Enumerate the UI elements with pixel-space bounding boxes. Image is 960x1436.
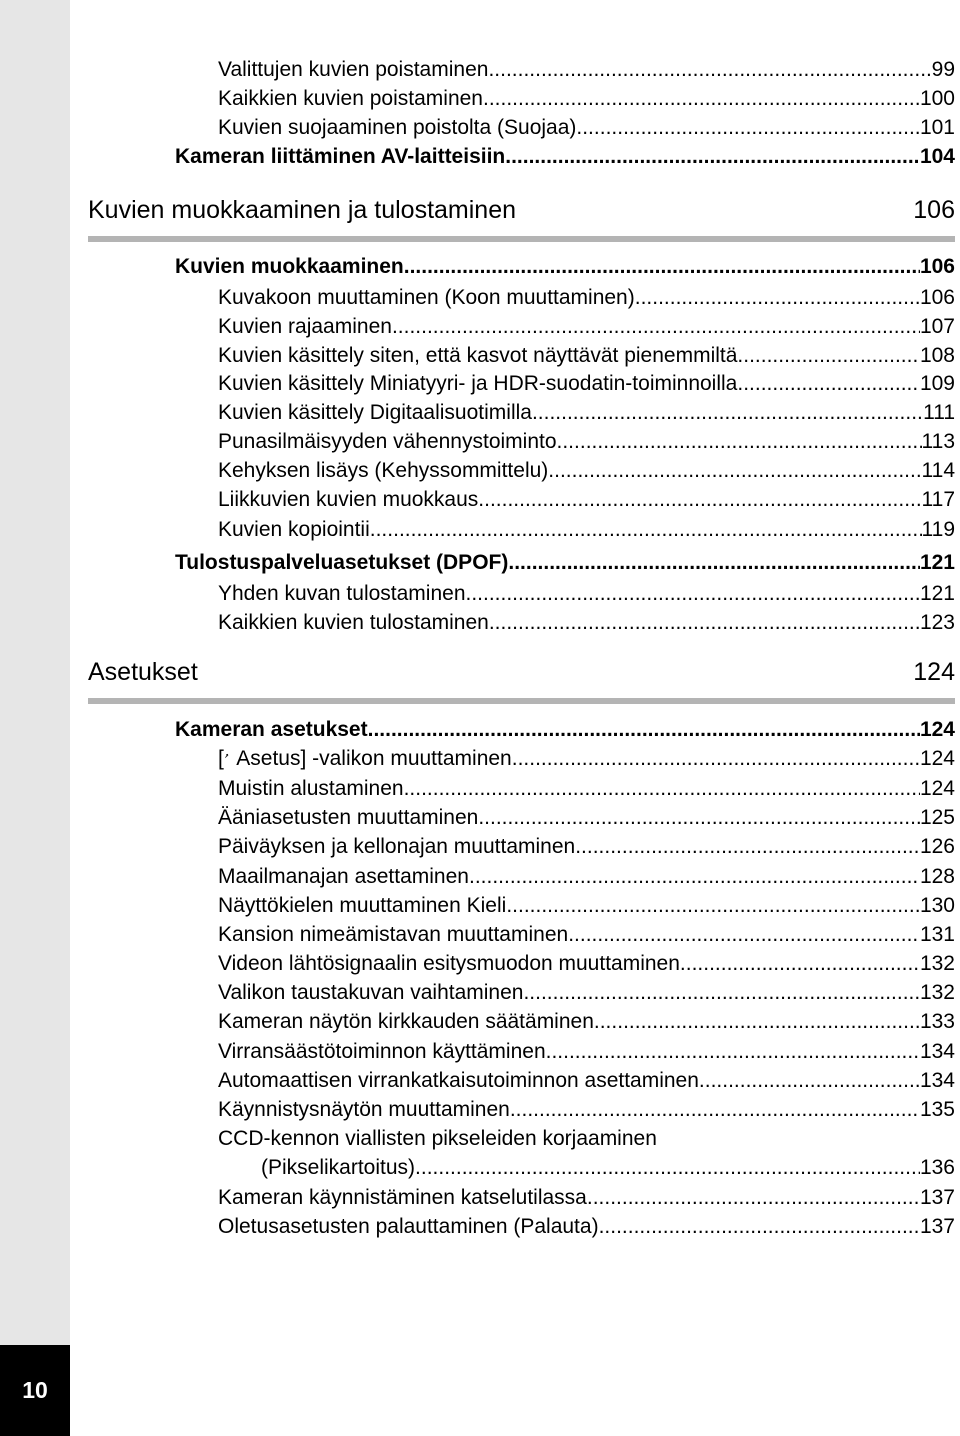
toc-entry-page: 130 [919, 894, 955, 917]
toc-entry[interactable] [218, 342, 955, 370]
toc-leader-dots [532, 399, 923, 427]
toc-leader-dots [594, 1008, 920, 1036]
toc-entry-title: Päiväyksen ja kellonajan muuttaminen [218, 835, 576, 858]
chapter-divider [88, 236, 955, 242]
toc-entry[interactable] [218, 1096, 955, 1124]
chapter-page: 124 [913, 658, 955, 686]
toc-entry[interactable] [218, 950, 955, 978]
chapter-page: 106 [913, 196, 955, 224]
toc-entry-page: 119 [921, 518, 955, 541]
toc-leader-dots [370, 516, 922, 544]
toc-entry-page: 121 [919, 551, 955, 574]
toc-leader-dots [737, 342, 920, 370]
toc-leader-dots [548, 457, 921, 485]
toc-entry-title: Valikon taustakuvan vaihtaminen [218, 981, 524, 1004]
toc-entry-title: Näyttökielen muuttaminen Kieli [218, 894, 507, 917]
toc-leader-dots [506, 892, 920, 920]
toc-entry-page: 104 [919, 145, 955, 168]
page-number: 10 [22, 1377, 48, 1403]
chapter-heading[interactable] [88, 656, 955, 688]
toc-entry-title: Kuvien käsittely Miniatyyri- ja HDR-suodatin-toiminnoilla [218, 372, 738, 395]
toc-entry-page: 121 [919, 582, 955, 605]
chapter-title: Kuvien muokkaaminen ja tulostaminen [88, 196, 517, 224]
toc-leader-dots [699, 1067, 920, 1095]
toc-entry-page: 134 [919, 1069, 955, 1092]
toc-section[interactable] [175, 143, 955, 171]
toc-entry[interactable] [218, 399, 955, 427]
toc-entry-title: Liikkuvien kuvien muokkaus [218, 488, 479, 511]
toc-entry[interactable] [218, 833, 955, 861]
toc-entry-page: 100 [919, 87, 955, 110]
toc-entry-title: Kameran liittäminen AV-laitteisiin [175, 145, 506, 168]
toc-leader-dots [368, 716, 920, 744]
toc-entry[interactable] [218, 1067, 955, 1095]
toc-entry-first-line[interactable] [218, 1125, 955, 1153]
toc-leader-dots [392, 313, 920, 341]
chapter-heading[interactable] [88, 194, 955, 226]
toc-entry-title: Kameran asetukset [175, 718, 368, 741]
toc-leader-dots [635, 284, 920, 312]
toc-leader-dots [478, 804, 920, 832]
toc-entry-title-continued: (Pikselikartoitus) [261, 1156, 416, 1179]
toc-entry-title: Oletusasetusten palauttaminen (Palauta) [218, 1215, 599, 1238]
toc-entry-title-suffix: Asetus] -valikon muuttaminen [231, 747, 512, 770]
toc-entry-page: 124 [919, 777, 955, 800]
toc-leader-dots [508, 549, 920, 577]
toc-entry-title: Kuvien kopiointii [218, 518, 370, 541]
toc-entry[interactable] [218, 428, 955, 456]
toc-leader-dots [568, 921, 920, 949]
toc-entry[interactable] [218, 1008, 955, 1036]
toc-leader-dots [488, 56, 931, 84]
toc-entry-title: CCD-kennon viallisten pikseleiden korjaaminen [218, 1127, 657, 1150]
toc-entry[interactable] [218, 804, 955, 832]
toc-entry-title: Kaikkien kuvien tulostaminen [218, 611, 489, 634]
toc-leader-dots [737, 370, 920, 398]
toc-entry-page: 132 [919, 952, 955, 975]
toc-entry-title: Kansion nimeämistavan muuttaminen [218, 923, 569, 946]
toc-entry-title: Automaattisen virrankatkaisutoiminnon asettaminen [218, 1069, 699, 1092]
toc-entry-title: Tulostuspalveluasetukset (DPOF) [175, 551, 509, 574]
toc-leader-dots [489, 609, 920, 637]
side-tab [0, 0, 70, 1436]
toc-entry-page: 124 [919, 747, 955, 770]
toc-entry-page: 114 [921, 459, 955, 482]
toc-leader-dots [404, 253, 920, 281]
toc-leader-dots [557, 428, 922, 456]
toc-entry-page: 128 [919, 865, 955, 888]
toc-section[interactable] [175, 253, 955, 281]
toc-entry-page: 126 [919, 835, 955, 858]
toc-entry-page: 107 [919, 315, 955, 338]
toc-entry[interactable] [218, 85, 955, 113]
toc-leader-dots [575, 833, 920, 861]
toc-entry-page: 125 [919, 806, 955, 829]
toc-entry-title: Kuvien käsittely siten, että kasvot näyttävät pienemmiltä [218, 344, 738, 367]
toc-entry-page: 134 [919, 1040, 955, 1063]
toc-entry-page: 136 [919, 1156, 955, 1179]
toc-entry-title: Kehyksen lisäys (Kehyssommittelu) [218, 459, 549, 482]
toc-entry[interactable] [218, 609, 955, 637]
toc-entry[interactable] [218, 457, 955, 485]
toc-entry-page: 132 [919, 981, 955, 1004]
toc-entry[interactable] [218, 979, 955, 1007]
toc-entry-page: 99 [931, 58, 955, 81]
toc-leader-dots [505, 143, 920, 171]
toc-entry-page: 108 [919, 344, 955, 367]
toc-entry-page: 101 [919, 116, 955, 139]
toc-leader-dots [483, 85, 920, 113]
toc-entry-page: 123 [919, 611, 955, 634]
toc-entry-title: Virransäästötoiminnon käyttäminen [218, 1040, 546, 1063]
toc-entry-page: 106 [919, 286, 955, 309]
toc-entry-page: 133 [919, 1010, 955, 1033]
toc-entry[interactable] [218, 1038, 955, 1066]
toc-entry-title: Käynnistysnäytön muuttaminen [218, 1098, 510, 1121]
toc-section[interactable] [175, 716, 955, 744]
toc-entry[interactable] [218, 921, 955, 949]
toc-entry-title: Yhden kuvan tulostaminen [218, 582, 466, 605]
toc-entry-title: Kaikkien kuvien poistaminen [218, 87, 483, 110]
toc-entry-page: 113 [921, 430, 955, 453]
toc-entry-page: 106 [919, 255, 955, 278]
toc-entry[interactable] [218, 863, 955, 891]
toc-entry-page: 124 [919, 718, 955, 741]
toc-entry-title: Maailmanajan asettaminen [218, 865, 469, 888]
toc-leader-dots [599, 1213, 920, 1241]
toc-entry-page: 117 [921, 488, 955, 511]
toc-leader-dots [576, 114, 920, 142]
toc-entry[interactable] [218, 284, 955, 312]
toc-entry[interactable] [218, 775, 955, 803]
toc-entry[interactable] [218, 486, 955, 514]
toc-leader-dots [469, 863, 920, 891]
toc-entry-title: Kameran näytön kirkkauden säätäminen [218, 1010, 594, 1033]
toc-entry-page: 137 [919, 1186, 955, 1209]
toc-entry-title: Kuvien suojaaminen poistolta (Suojaa) [218, 116, 577, 139]
toc-entry[interactable] [218, 313, 955, 341]
toc-entry[interactable] [218, 516, 955, 544]
toc-leader-dots [415, 1154, 920, 1182]
toc-leader-dots [466, 580, 920, 608]
toc-leader-dots [587, 1184, 920, 1212]
toc-entry-title: Kuvakoon muuttaminen (Koon muuttaminen) [218, 286, 635, 309]
toc-entry-page: 111 [923, 401, 955, 424]
toc-entry-title: Punasilmäisyyden vähennystoiminto [218, 430, 557, 453]
toc-entry-title: Valittujen kuvien poistaminen [218, 58, 489, 81]
toc-entry[interactable] [218, 370, 955, 398]
toc-entry-title: Kuvien käsittely Digitaalisuotimilla [218, 401, 532, 424]
toc-entry-title: Muistin alustaminen [218, 777, 404, 800]
toc-leader-dots [546, 1038, 920, 1066]
toc-leader-dots [680, 950, 920, 978]
toc-leader-dots [512, 745, 920, 773]
toc-entry[interactable] [261, 1154, 955, 1182]
toc-entry-title: Kuvien rajaaminen [218, 315, 392, 338]
toc-entry-title: Kuvien muokkaaminen [175, 255, 404, 278]
toc-entry[interactable] [218, 580, 955, 608]
toc-entry-page: 131 [919, 923, 955, 946]
chapter-divider [88, 698, 955, 704]
toc-entry-title: Ääniasetusten muuttaminen [218, 806, 479, 829]
toc-entry[interactable] [218, 1213, 955, 1241]
toc-entry-page: 137 [919, 1215, 955, 1238]
toc-entry-title: Kameran käynnistäminen katselutilassa [218, 1186, 587, 1209]
toc-section[interactable] [175, 549, 955, 577]
chapter-title: Asetukset [88, 658, 198, 686]
toc-entry[interactable] [218, 1184, 955, 1212]
toc-entry[interactable] [218, 745, 955, 773]
toc-leader-dots [478, 486, 921, 514]
toc-entry-page: 109 [919, 372, 955, 395]
toc-leader-dots [404, 775, 920, 803]
toc-entry-page: 135 [919, 1098, 955, 1121]
wrench-icon [225, 747, 229, 765]
toc-leader-dots [510, 1096, 920, 1124]
toc-entry[interactable] [218, 892, 955, 920]
toc-entry[interactable] [218, 56, 955, 84]
page-number-box [0, 1345, 70, 1436]
toc-leader-dots [523, 979, 919, 1007]
toc-entry[interactable] [218, 114, 955, 142]
toc-entry-title: [ [218, 747, 224, 770]
toc-entry-title: Videon lähtösignaalin esitysmuodon muuttaminen [218, 952, 680, 975]
